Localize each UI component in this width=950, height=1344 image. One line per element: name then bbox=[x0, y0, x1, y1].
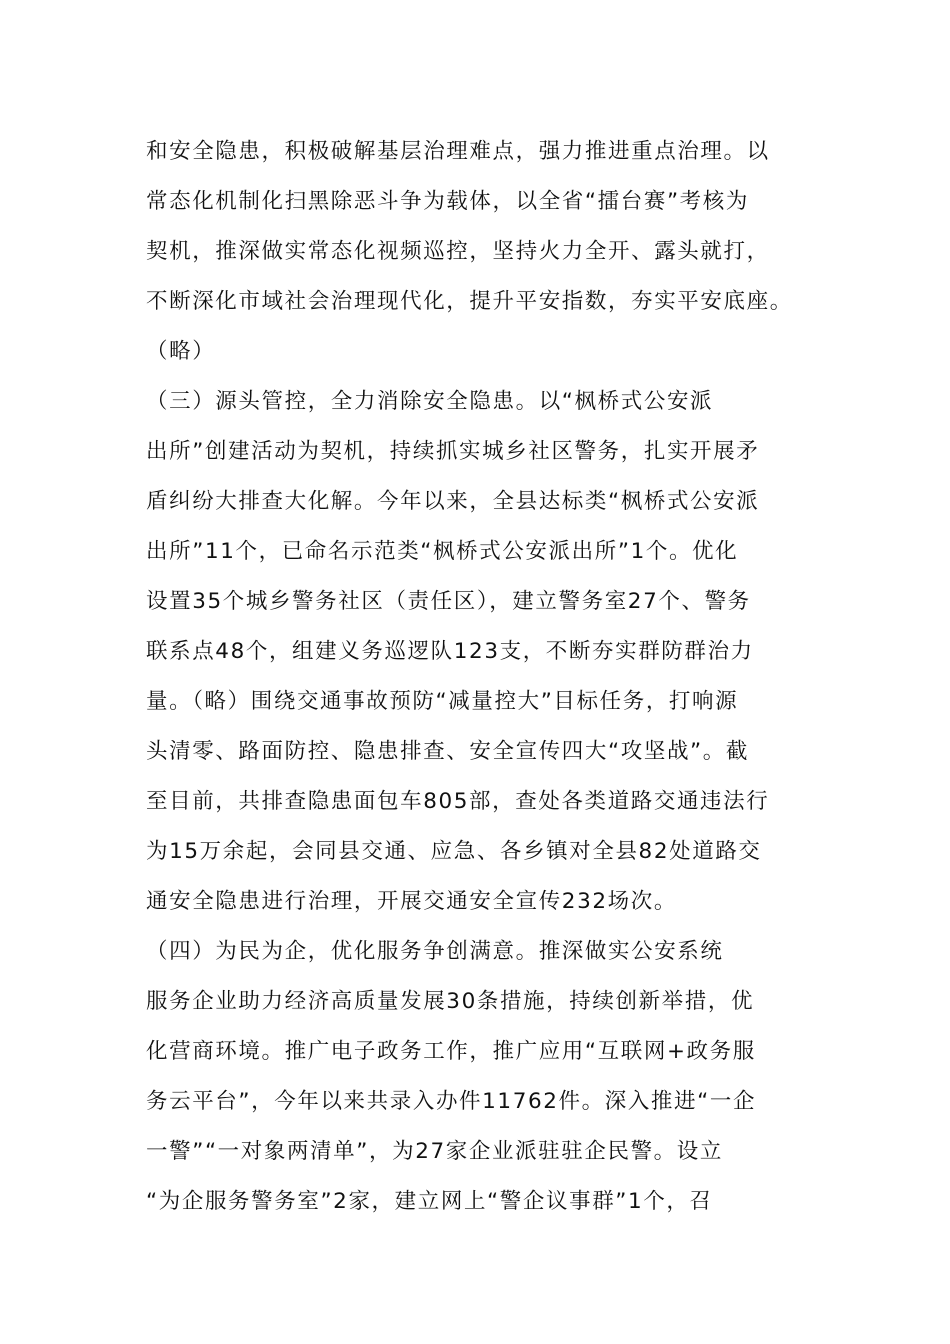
text-line: “为企服务警务室”2家，建立网上“警企议事群”1个，召 bbox=[146, 1189, 713, 1214]
text-line: 为15万余起，会同县交通、应急、各乡镇对全县82处道路交 bbox=[146, 839, 762, 864]
text-line: 常态化机制化扫黑除恶斗争为载体，以全省“擂台赛”考核为 bbox=[146, 189, 749, 214]
text-line: 头清零、路面防控、隐患排查、安全宣传四大“攻坚战”。截 bbox=[146, 739, 749, 764]
text-line: 至目前，共排查隐患面包车805部，查处各类道路交通违法行 bbox=[146, 789, 770, 814]
section-heading-line: （四）为民为企，优化服务争创满意。推深做实公安系统 bbox=[146, 939, 724, 964]
text-line: 和安全隐患，积极破解基层治理难点，强力推进重点治理。以 bbox=[146, 139, 770, 164]
text-line: 出所”11个，已命名示范类“枫桥式公安派出所”1个。优化 bbox=[146, 539, 739, 564]
text-line: 务云平台”，今年以来共录入办件11762件。深入推进“一企 bbox=[146, 1089, 757, 1114]
text-line: 服务企业助力经济高质量发展30条措施，持续创新举措，优 bbox=[146, 989, 755, 1014]
text-line: 联系点48个，组建义务巡逻队123支，不断夯实群防群治力 bbox=[146, 639, 754, 664]
section-heading-line: （三）源头管控，全力消除安全隐患。以“枫桥式公安派 bbox=[146, 389, 714, 414]
text-line: 设置35个城乡警务社区（责任区），建立警务室27个、警务 bbox=[146, 589, 751, 614]
text-line: 不断深化市域社会治理现代化，提升平安指数，夯实平安底座。 bbox=[146, 289, 793, 314]
text-line: 契机，推深做实常态化视频巡控，坚持火力全开、露头就打， bbox=[146, 239, 770, 264]
text-line: 出所”创建活动为契机，持续抓实城乡社区警务，扎实开展矛 bbox=[146, 439, 760, 464]
text-line: 盾纠纷大排查大化解。今年以来，全县达标类“枫桥式公安派 bbox=[146, 489, 760, 514]
text-line: 通安全隐患进行治理，开展交通安全宣传232场次。 bbox=[146, 889, 677, 914]
text-line: 化营商环境。推广电子政务工作，推广应用“互联网+政务服 bbox=[146, 1039, 756, 1064]
text-line: 量。（略）围绕交通事故预防“减量控大”目标任务，打响源 bbox=[146, 689, 739, 714]
text-line: （略） bbox=[146, 339, 216, 364]
text-line: 一警”“一对象两清单”，为27家企业派驻驻企民警。设立 bbox=[146, 1139, 723, 1164]
